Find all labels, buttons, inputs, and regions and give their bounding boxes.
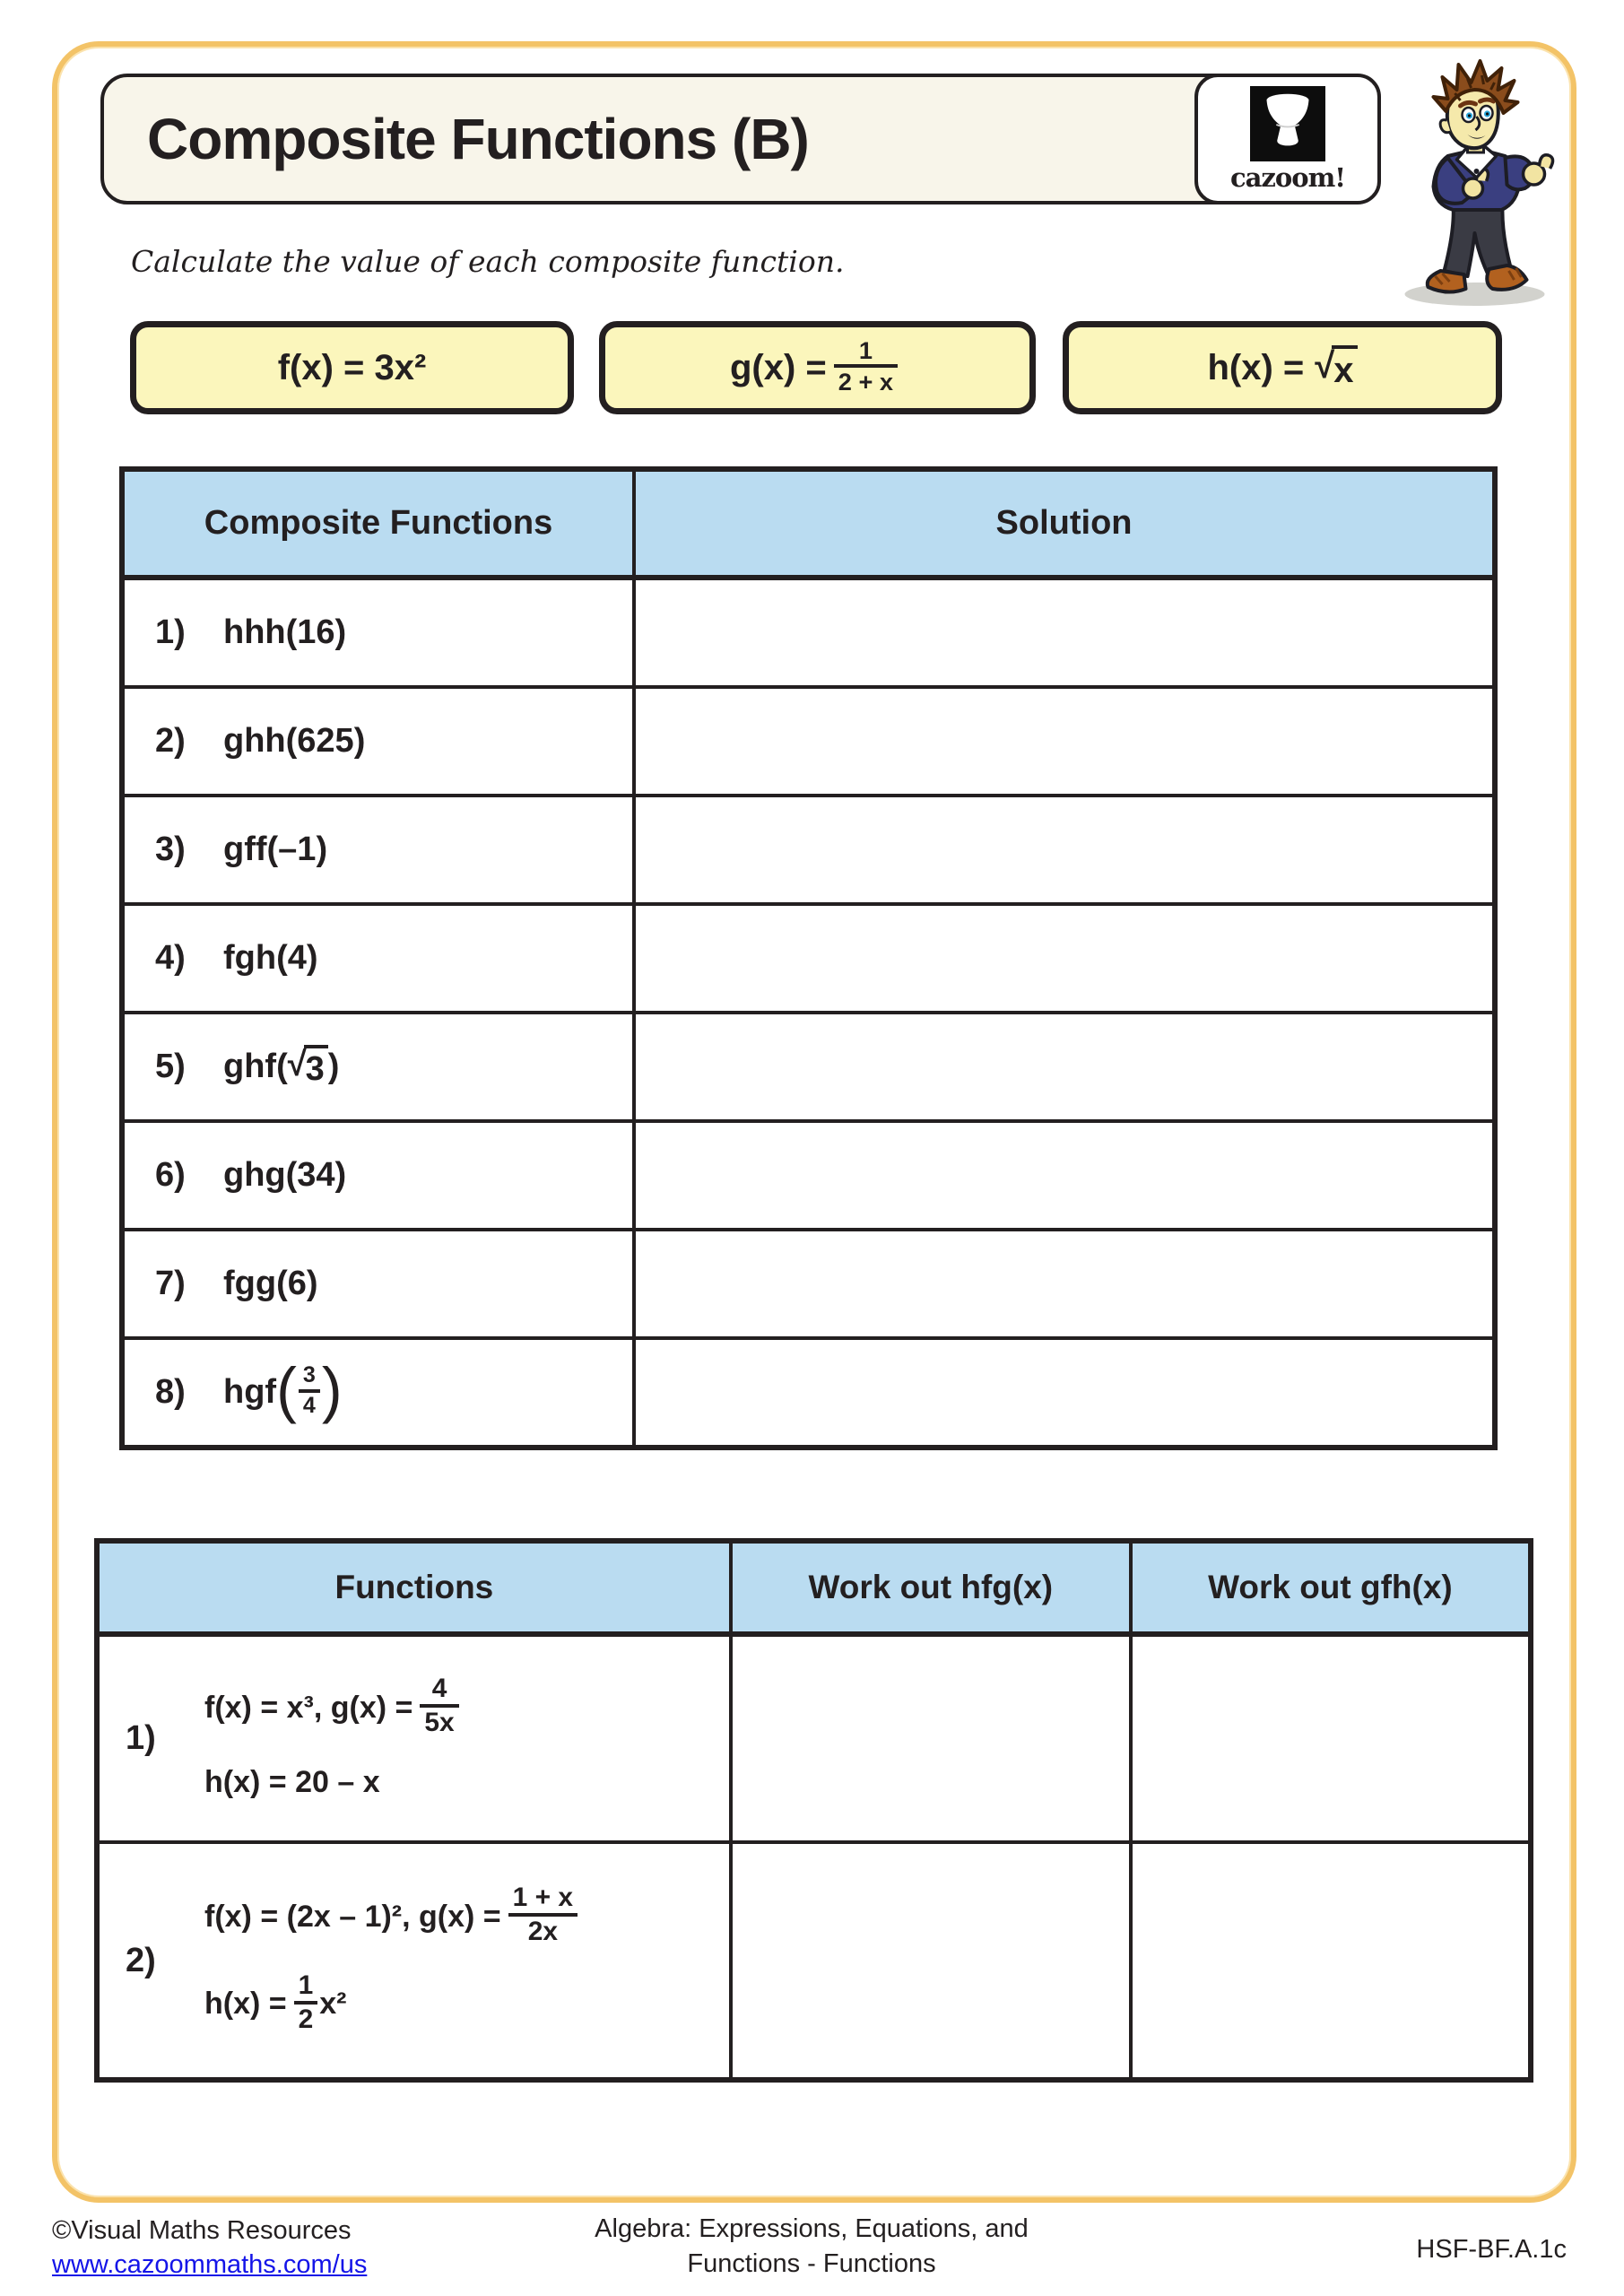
drum-icon xyxy=(1250,86,1325,161)
functions-cell xyxy=(100,1674,728,1800)
column-header-functions: Functions xyxy=(97,1541,731,1634)
solution-cell[interactable] xyxy=(634,1230,1495,1338)
table-row xyxy=(97,1842,1531,2080)
question-number: 1) xyxy=(126,1719,156,1757)
function-def-box-h xyxy=(1063,321,1502,414)
question-expression: gff(–1) xyxy=(223,831,328,868)
functions-cell xyxy=(100,1883,728,2035)
table-row xyxy=(122,1230,1495,1338)
category-line-2: Functions - Functions xyxy=(687,2249,936,2279)
function-line-2: h(x) = 20 – x xyxy=(204,1764,380,1799)
question-expression: hgf ( $\frac{3}{4}$ ) xyxy=(223,1356,343,1425)
table-row xyxy=(122,1338,1495,1448)
solution-cell[interactable] xyxy=(634,904,1495,1013)
mascot-boy-illustration xyxy=(1381,50,1574,319)
question-expression: ghh(625) xyxy=(223,722,366,760)
title-bar xyxy=(100,74,1367,204)
radical-sign: √ xyxy=(287,1046,307,1083)
solution-cell[interactable] xyxy=(634,796,1495,904)
table-row xyxy=(122,687,1495,796)
footer-category xyxy=(595,2212,1029,2282)
page-title: Composite Functions (B) xyxy=(147,107,809,171)
open-paren: ( xyxy=(276,1356,297,1425)
column-header-composite-functions: Composite Functions xyxy=(122,469,634,578)
fraction-bar xyxy=(299,1389,320,1393)
question-number: 7) xyxy=(155,1265,186,1302)
function-line-2: h(x) = $\frac{1}{2}$ x² xyxy=(204,1970,347,2034)
table-row xyxy=(122,1013,1495,1121)
table-row xyxy=(97,1634,1531,1842)
standard-code: HSF-BF.A.1c xyxy=(1416,2235,1567,2264)
solution-cell[interactable] xyxy=(634,1013,1495,1121)
fraction: $\frac{3}{4}$ xyxy=(299,1364,320,1416)
function-def-box-f xyxy=(130,321,574,414)
table-header-row xyxy=(122,469,1495,578)
question-expression: fgg(6) xyxy=(223,1265,318,1302)
question-expression: fgh(4) xyxy=(223,939,318,977)
question-number: 1) xyxy=(155,613,186,651)
function-f-text: f(x) = 3x² xyxy=(277,347,427,387)
question-expression: hhh(16) xyxy=(223,613,347,651)
question-number: 6) xyxy=(155,1156,186,1194)
column-header-solution: Solution xyxy=(634,469,1495,578)
workout-hfg-cell[interactable] xyxy=(731,1634,1131,1842)
fraction: $\frac{1}{2}$ xyxy=(294,1972,318,2033)
function-g-lhs: g(x) = xyxy=(729,347,827,387)
cazoom-logo-text: cazoom! xyxy=(1229,161,1346,193)
column-header-gfh: Work out gfh(x) xyxy=(1131,1541,1531,1634)
function-g-fraction: $\frac{1}{2 + x}$ xyxy=(834,338,898,394)
table-row xyxy=(122,796,1495,904)
solution-cell[interactable] xyxy=(634,578,1495,687)
instruction-text: Calculate the value of each composite function. xyxy=(131,244,845,279)
square-root-expression: √ x xyxy=(1315,345,1357,391)
radical-sign: √ xyxy=(1315,345,1335,386)
copyright-text: ©Visual Maths Resources xyxy=(52,2216,352,2245)
question-expression: ghf( √ 3 ) xyxy=(223,1046,340,1088)
function-def-box-g xyxy=(599,321,1036,414)
fraction: $\frac{1 + x}{2x}$ xyxy=(508,1884,578,1945)
workout-hfg-cell[interactable] xyxy=(731,1842,1131,2080)
category-line-1: Algebra: Expressions, Equations, and xyxy=(595,2214,1029,2243)
question-number: 4) xyxy=(155,939,186,977)
workout-table xyxy=(94,1538,1533,2083)
solution-cell[interactable] xyxy=(634,1121,1495,1230)
function-line-1: f(x) = (2x – 1)², g(x) = $\frac{1 + x}{2x}$ xyxy=(204,1886,585,1947)
function-h-lhs: h(x) = xyxy=(1207,347,1305,387)
workout-gfh-cell[interactable] xyxy=(1131,1842,1531,2080)
solution-cell[interactable] xyxy=(634,687,1495,796)
function-line-1: f(x) = x³, g(x) = $\frac{4}{5x}$ xyxy=(204,1677,466,1738)
website-link[interactable]: www.cazoommaths.com/us xyxy=(52,2250,368,2280)
table-row xyxy=(122,904,1495,1013)
composite-functions-table xyxy=(119,466,1498,1450)
workout-gfh-cell[interactable] xyxy=(1131,1634,1531,1842)
question-expression: ghg(34) xyxy=(223,1156,347,1194)
column-header-hfg: Work out hfg(x) xyxy=(731,1541,1131,1634)
square-root-expression: √ 3 xyxy=(288,1045,328,1089)
footer-left xyxy=(52,2213,367,2283)
question-number: 3) xyxy=(155,831,186,868)
solution-cell[interactable] xyxy=(634,1338,1495,1448)
cazoom-logo-box xyxy=(1194,74,1381,204)
question-number: 2) xyxy=(126,1941,156,1979)
fraction: $\frac{4}{5x}$ xyxy=(420,1675,458,1736)
table-row xyxy=(122,578,1495,687)
question-number: 8) xyxy=(155,1373,186,1411)
table-row xyxy=(122,1121,1495,1230)
question-number: 2) xyxy=(155,722,186,760)
table-header-row xyxy=(97,1541,1531,1634)
question-number: 5) xyxy=(155,1048,186,1085)
close-paren: ) xyxy=(321,1356,343,1425)
